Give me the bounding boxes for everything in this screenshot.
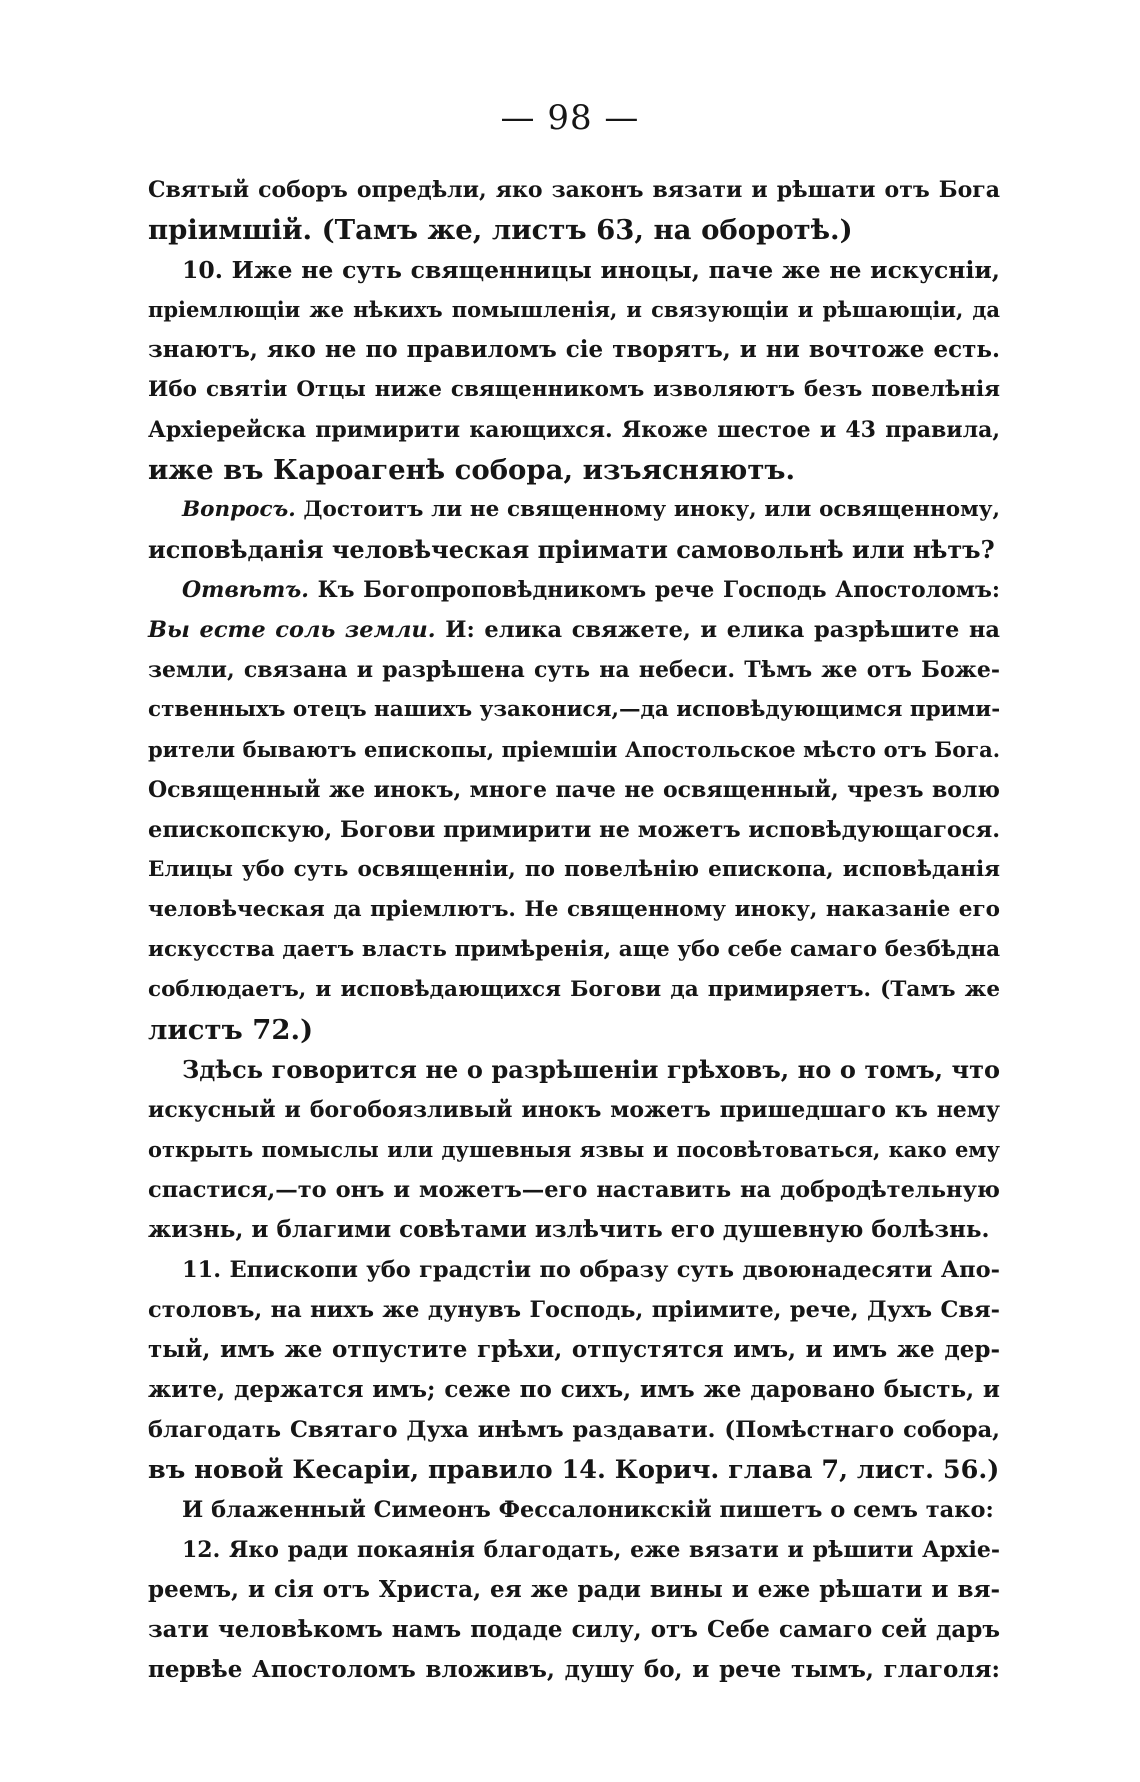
text-line (148, 930, 1000, 970)
text-line (148, 330, 1000, 370)
text-segment: Освященный же инокъ, многе паче не освященный, чрезъ волю (148, 777, 1000, 803)
text-segment: Здѣсь говорится не о разрѣшеніи грѣховъ, но о томъ, что (182, 1055, 1000, 1084)
text-segment: реемъ, и сія отъ Христа, ея же ради вины и еже рѣшати и вя- (148, 1576, 1000, 1603)
text-line (148, 370, 1000, 410)
text-segment: открыть помыслы или душевныя язвы и посовѣтоваться, како ему (148, 1137, 1000, 1162)
text-segment: 11. Епископи убо градстіи по образу суть двоюнадесяти Апо- (182, 1257, 1000, 1283)
text-line (148, 1450, 1000, 1490)
italic-text: Вы есте соль земли. (148, 617, 436, 643)
text-line (148, 1490, 1000, 1530)
text-line (148, 890, 1000, 930)
text-segment: искусный и богобоязливый инокъ можетъ пришедшаго къ нему (148, 1097, 1000, 1123)
text-line (148, 1410, 1000, 1450)
text-segment: жите, держатся имъ; сеже по сихъ, имъ же даровано бысть, и (148, 1376, 1000, 1403)
text-line (148, 1210, 1000, 1250)
italic-text: Отвѣтъ. (182, 577, 309, 603)
text-segment: искусства даетъ власть примѣренія, аще убо себе самаго безбѣдна (148, 937, 1000, 962)
text-segment: исповѣданія человѣческая пріимати самовольнѣ или нѣтъ? (148, 535, 995, 564)
text-line (148, 1330, 1000, 1370)
text-line (148, 810, 1000, 850)
text-segment: Архіерейска примирити кающихся. Якоже шестое и 43 правила, (148, 417, 1000, 443)
text-segment: Елицы убо суть освященніи, по повелѣнію епископа, исповѣданія (148, 857, 1000, 882)
text-line (148, 610, 1000, 650)
text-segment: человѣческая да пріемлютъ. Не священному иноку, наказаніе его (148, 897, 1000, 922)
text-line (148, 770, 1000, 810)
text-segment: первѣе Апостоломъ вложивъ, душу бо, и рече тымъ, глаголя: (148, 1656, 1000, 1683)
text-segment: благодать Святаго Духа инѣмъ раздавати. (Помѣстнаго собора, (148, 1417, 1000, 1443)
text-segment: И блаженный Симеонъ Фессалоникскій пишетъ о семъ тако: (182, 1497, 994, 1523)
text-line (148, 450, 1000, 490)
text-line (148, 1250, 1000, 1290)
text-segment: въ новой Кесаріи, правило 14. Корич. глава 7, лист. 56.) (148, 1455, 1000, 1485)
text-line (148, 290, 1000, 330)
body-text (148, 170, 1000, 1690)
text-segment: 12. Яко ради покаянія благодать, еже вязати и рѣшити Архіе- (182, 1537, 1000, 1563)
text-line (148, 1170, 1000, 1210)
text-line (148, 210, 1000, 250)
text-line (148, 1050, 1000, 1090)
text-segment: тый, имъ же отпустите грѣхи, отпустятся имъ, и имъ же дер- (148, 1336, 1000, 1363)
text-segment: пріемлющіи же нѣкихъ помышленія, и связующіи и рѣшающіи, да (148, 297, 1000, 322)
text-line (148, 1530, 1000, 1570)
page-number: — 98 — (500, 98, 640, 138)
text-line (148, 570, 1000, 610)
italic-text: Вопросъ. (182, 497, 296, 522)
text-line (148, 1010, 1000, 1050)
text-line (148, 530, 1000, 570)
text-segment: иже въ Кароагенѣ собора, изъясняютъ. (148, 454, 796, 486)
text-line (148, 690, 1000, 730)
text-segment: соблюдаетъ, и исповѣдающихся Богови да примиряетъ. (Тамъ же (148, 977, 1000, 1002)
text-line (148, 730, 1000, 770)
text-line (148, 250, 1000, 290)
text-segment: столовъ, на нихъ же дунувъ Господь, пріимите, рече, Духъ Свя- (148, 1297, 1000, 1323)
text-line (148, 1570, 1000, 1610)
text-line (148, 410, 1000, 450)
text-segment: листъ 72.) (148, 1014, 314, 1046)
text-line (148, 1370, 1000, 1410)
text-line (148, 970, 1000, 1010)
text-segment: спастися,—то онъ и можетъ—его наставить на добродѣтельную (148, 1177, 1000, 1203)
text-segment: земли, связана и разрѣшена суть на небеси. Тѣмъ же отъ Боже- (148, 657, 1000, 683)
text-line (148, 170, 1000, 210)
text-line (148, 1610, 1000, 1650)
text-segment: Къ Богопроповѣдникомъ рече Господь Апостоломъ: (308, 577, 1000, 603)
text-segment: Ибо святіи Отцы ниже священникомъ изволяютъ безъ повелѣнія (148, 377, 1000, 402)
text-segment: ственныхъ отецъ нашихъ узаконися,—да исповѣдующимся прими- (148, 697, 1001, 722)
text-line (148, 850, 1000, 890)
text-segment: пріимшій. (Тамъ же, листъ 63, на оборотѣ.) (148, 214, 853, 246)
text-segment: Достоитъ ли не священному иноку, или освященному, (295, 497, 1000, 522)
text-line (148, 1290, 1000, 1330)
text-segment: жизнь, и благими совѣтами излѣчить его душевную болѣзнь. (148, 1216, 990, 1243)
text-segment: рители бываютъ епископы, пріемшіи Апостольское мѣсто отъ Бога. (148, 737, 1000, 762)
text-segment: 10. Иже не суть священницы иноцы, паче же не искусніи, (182, 256, 1000, 284)
text-segment: И: елика свяжете, и елика разрѣшите на (435, 617, 1001, 643)
text-line (148, 650, 1000, 690)
text-line (148, 490, 1000, 530)
text-segment: Святый соборъ опредѣли, яко законъ вязати и рѣшати отъ Бога (148, 177, 1000, 203)
text-line (148, 1130, 1000, 1170)
text-line (148, 1650, 1000, 1690)
text-line (148, 1090, 1000, 1130)
text-segment: зати человѣкомъ намъ подаде силу, отъ Себе самаго сей даръ (148, 1616, 1000, 1643)
text-segment: епископскую, Богови примирити не можетъ исповѣдующагося. (148, 817, 1001, 843)
text-segment: знаютъ, яко не по правиломъ сіе творятъ, и ни вочтоже есть. (148, 336, 1000, 363)
